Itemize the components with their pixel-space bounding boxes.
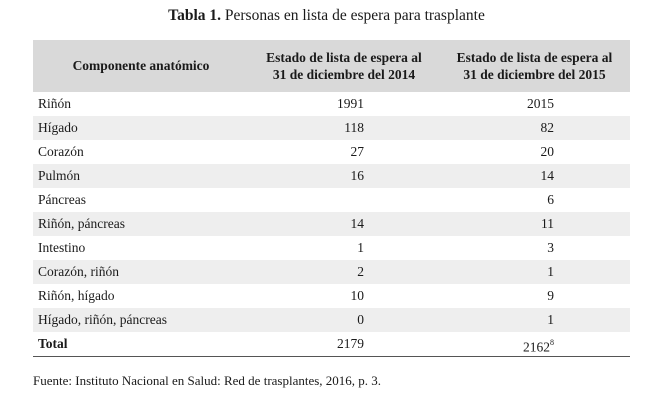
row-2014-value: 14 xyxy=(350,216,364,231)
header-2014-line1: Estado de lista de espera al xyxy=(266,50,422,65)
header-2015-line2: 31 de diciembre del 2015 xyxy=(463,67,606,82)
row-2015-value: 2015 xyxy=(527,96,554,111)
row-2015-value: 9 xyxy=(547,288,554,303)
row-2015-value: 6 xyxy=(547,192,554,207)
table-row xyxy=(33,236,630,260)
row-2015-value: 11 xyxy=(541,216,554,231)
waiting-list-table xyxy=(33,40,630,357)
table-label: Tabla 1. xyxy=(168,7,221,24)
row-component: Riñón, hígado xyxy=(38,288,115,303)
row-2015-value: 20 xyxy=(540,144,554,159)
row-component: Corazón xyxy=(38,144,84,159)
total-2015-value: 2162 xyxy=(523,339,550,355)
total-label: Total xyxy=(38,336,68,351)
row-component: Riñón xyxy=(38,96,72,111)
row-component: Pulmón xyxy=(38,168,81,183)
header-2014 xyxy=(249,40,439,92)
row-component: Riñón, páncreas xyxy=(38,216,125,231)
table-row xyxy=(33,116,630,140)
table-total-row xyxy=(33,332,630,357)
table-row xyxy=(33,140,630,164)
row-2014-value: 1 xyxy=(357,240,364,255)
row-2015-value: 82 xyxy=(540,120,554,135)
row-2014-value: 27 xyxy=(350,144,364,159)
header-2015 xyxy=(439,40,630,92)
row-component: Intestino xyxy=(38,240,86,255)
row-2015-value: 1 xyxy=(547,312,554,327)
total-2014-value: 2179 xyxy=(337,336,364,351)
total-2015-cell xyxy=(523,332,554,360)
table-row xyxy=(33,92,630,116)
row-component: Hígado xyxy=(38,120,78,135)
row-2014-value: 2 xyxy=(357,264,364,279)
row-2014-value: 0 xyxy=(357,312,364,327)
header-2014-line2: 31 de diciembre del 2014 xyxy=(272,67,416,82)
table-row xyxy=(33,164,630,188)
table-row xyxy=(33,188,630,212)
row-2014-value: 1991 xyxy=(337,96,364,111)
table-title-text: Personas en lista de espera para trasplante xyxy=(224,7,485,24)
row-2015-value: 1 xyxy=(547,264,554,279)
header-2015-line1: Estado de lista de espera al xyxy=(456,50,613,65)
row-2015-value: 14 xyxy=(540,168,554,183)
row-component: Páncreas xyxy=(38,192,86,207)
footnote-marker: 8 xyxy=(550,338,554,347)
table-row xyxy=(33,308,630,332)
row-2014-value: 10 xyxy=(350,288,364,303)
table-header xyxy=(33,40,630,92)
table-row xyxy=(33,284,630,308)
row-2014-value: 118 xyxy=(344,120,364,135)
row-component: Corazón, riñón xyxy=(38,264,119,279)
table-title xyxy=(0,7,653,25)
row-2014-value: 16 xyxy=(350,168,364,183)
source-note: Fuente: Instituto Nacional en Salud: Red de trasplantes, 2016, p. 3. xyxy=(33,373,382,388)
row-2015-value: 3 xyxy=(547,240,554,255)
header-component: Componente anatómico xyxy=(72,58,210,73)
row-component: Hígado, riñón, páncreas xyxy=(38,312,167,327)
table-row xyxy=(33,260,630,284)
table-row xyxy=(33,212,630,236)
